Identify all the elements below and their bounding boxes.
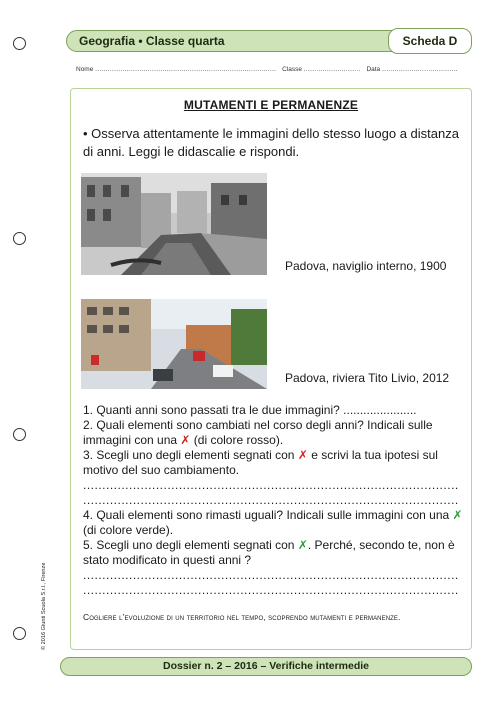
footer-bar: Dossier n. 2 – 2016 – Verifiche intermedie [60, 657, 472, 676]
question-4-text-a: 4. Quali elementi sono rimasti uguali? Indicali sulle immagini con una [83, 508, 453, 522]
date-label: Data [366, 66, 381, 73]
red-cross-icon: ✗ [297, 448, 308, 462]
question-1[interactable]: 1. Quanti anni sono passati tra le due immagini? ...................... [83, 403, 417, 417]
student-fields [76, 66, 472, 73]
question-2-text-a: 2. Quali elementi sono cambiati nel corso degli anni? Indicali sulle immagini con una [83, 418, 433, 447]
question-3 [83, 448, 465, 478]
photo-street-illustration [81, 299, 267, 389]
section-title: MUTAMENTI E PERMANENZE [183, 98, 359, 112]
class-field[interactable]: ........................... [303, 66, 361, 73]
name-field[interactable]: ...................................................................................... [95, 66, 277, 73]
header-bar [66, 30, 472, 52]
question-4 [83, 508, 465, 538]
worksheet-card [70, 88, 472, 650]
copyright-credit: © 2016 Giunti Scuola S.r.l., Firenze [41, 562, 47, 650]
question-3-text-b: e scrivi la tua ipotesi sul motivo del suo cambiamento. [83, 448, 438, 477]
answer-line[interactable]: .................................................................................................. [83, 583, 459, 597]
sheet-tab: Scheda D [388, 28, 472, 54]
question-2-text-b: (di colore rosso). [190, 433, 284, 447]
question-4-text-b: (di colore verde). [83, 523, 174, 537]
binder-hole [13, 627, 26, 640]
photo-canal-illustration [81, 173, 267, 275]
question-5-text-b: . Perché, secondo te, non è stato modificato in questi anni ? [83, 538, 455, 567]
question-3-text-a: 3. Scegli uno degli elementi segnati con [83, 448, 298, 462]
subject-label: Geografia • Classe quarta [79, 34, 225, 48]
binder-hole [13, 232, 26, 245]
green-cross-icon: ✗ [297, 538, 308, 552]
question-5 [83, 538, 465, 568]
learning-objective: Cogliere l’evoluzione di un territorio nel tempo, scoprendo mutamenti e permanenze. [83, 612, 401, 622]
photo-street-2012 [81, 299, 267, 389]
green-cross-icon: ✗ [452, 508, 463, 522]
answer-line[interactable]: .................................................................................................. [83, 478, 459, 492]
question-2 [83, 418, 465, 448]
binder-hole [13, 37, 26, 50]
red-cross-icon: ✗ [180, 433, 191, 447]
binder-hole [13, 428, 26, 441]
photo-canal-1900 [81, 173, 267, 275]
answer-line[interactable]: .................................................................................................. [83, 493, 459, 507]
answer-line[interactable]: .................................................................................................. [83, 568, 459, 582]
questions-block [83, 403, 465, 598]
class-label: Classe [282, 66, 302, 73]
caption-photo-1900: Padova, naviglio interno, 1900 [285, 259, 447, 273]
caption-photo-2012: Padova, riviera Tito Livio, 2012 [285, 371, 450, 385]
name-label: Nome [76, 66, 94, 73]
date-field[interactable]: .................................... [381, 66, 458, 73]
question-5-text-a: 5. Scegli uno degli elementi segnati con [83, 538, 298, 552]
intro-text: • Osserva attentamente le immagini dello stesso luogo a distanza di anni. Leggi le didascalie e rispondi. [83, 126, 459, 159]
